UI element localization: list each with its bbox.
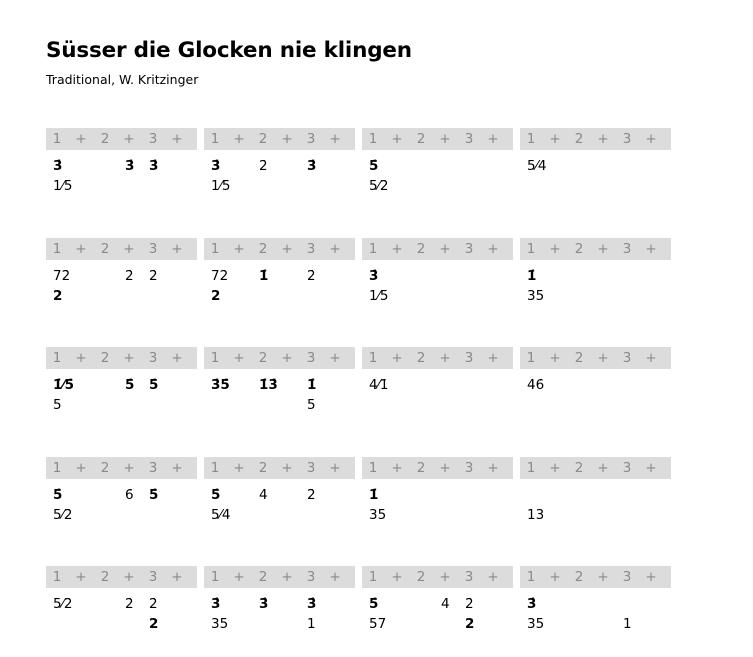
chord-note: 1⁄5 [53,178,73,194]
melody-note: 2̇ [465,596,474,612]
score-system [46,566,670,650]
beat-label: 2 [416,131,426,147]
chord-note: 1 [623,616,632,632]
melody-note: 5̇ [369,596,379,612]
beat-label: + [597,350,609,366]
beat-label: + [75,569,87,585]
beat-label: + [171,131,183,147]
beat-label: 3 [622,350,632,366]
beat-label: 2 [416,569,426,585]
melody-note: 3̇ [307,158,317,174]
melody-note: 1̇ [259,267,269,284]
beat-label: 1 [526,131,536,147]
melody-note: 5̇ [149,377,159,393]
beat-label: 3 [148,131,158,147]
beat-label: 1 [526,569,536,585]
beat-label: + [391,569,403,585]
beat-label: 1 [368,459,378,476]
melody-note: 2̇ [307,486,316,503]
score-system [46,347,670,431]
beat-label: + [439,569,451,585]
melody-note: 3̇ [211,596,221,612]
beat-label: 3 [464,131,474,147]
beat-label: + [171,240,183,257]
chord-note: 57 [369,616,387,632]
melody-note: 3̇ [369,267,379,284]
measure [204,347,355,431]
beat-label: 1 [368,240,378,257]
chord-note: 5⁄2̇ [369,178,389,194]
beat-label: 2 [574,350,584,366]
chord-note: 13 [527,506,545,523]
measure [204,238,355,322]
chord-note: 35 [527,287,545,304]
beat-label: 2 [100,569,110,585]
score-system [46,128,670,212]
beat-label: + [391,240,403,257]
beat-count-bar [204,238,355,260]
beat-label: 2 [100,459,110,476]
measure [46,566,197,650]
measure [520,128,671,212]
chord-note: 5⁄2̇ [53,506,73,523]
score-system [46,238,670,322]
beat-label: + [329,459,341,476]
measure [204,457,355,541]
beat-label: 1 [210,459,220,476]
beat-count-bar [362,128,513,150]
melody-note: 2̇ [259,158,268,174]
beat-label: + [281,240,293,257]
beat-label: 2 [574,459,584,476]
melody-note: 5̇ [369,158,379,174]
measure [362,238,513,322]
measure [520,238,671,322]
beat-label: 2 [574,569,584,585]
beat-label: 2 [258,240,268,257]
beat-count-bar [362,457,513,479]
beat-label: 2 [574,240,584,257]
beat-label: + [549,131,561,147]
beat-label: + [391,350,403,366]
beat-label: 2 [416,459,426,476]
beat-count-bar [46,347,197,369]
melody-note: 4̇⁄1̇ [369,377,389,393]
beat-count-bar [204,128,355,150]
beat-label: 1 [52,459,62,476]
measure [362,347,513,431]
chord-note: 35 [211,616,229,632]
beat-label: + [75,350,87,366]
beat-label: 2 [258,131,268,147]
beat-count-bar [204,457,355,479]
beat-label: 2 [100,240,110,257]
beat-label: + [281,350,293,366]
beat-label: 3 [148,350,158,366]
beat-label: 3 [148,240,158,257]
beat-label: + [281,131,293,147]
beat-label: + [233,131,245,147]
chord-note: 35 [369,506,387,523]
melody-note: 4̇ [441,596,450,612]
beat-label: 2 [574,131,584,147]
beat-label: + [233,350,245,366]
melody-note: 2̇ [149,596,158,612]
beat-label: 2 [258,459,268,476]
beat-label: + [391,459,403,476]
measure [46,347,197,431]
melody-note: 3̇ [527,596,537,612]
melody-note: 1̇3̇ [259,377,278,393]
beat-label: 1 [526,350,536,366]
beat-label: + [123,569,135,585]
measure [520,457,671,541]
beat-label: + [329,240,341,257]
beat-label: + [75,240,87,257]
beat-label: 2 [416,350,426,366]
beat-label: + [123,350,135,366]
beat-label: + [645,350,657,366]
beat-count-bar [520,347,671,369]
melody-note: 72̇ [211,267,229,284]
beat-label: 3 [464,459,474,476]
beat-label: + [439,459,451,476]
beat-label: + [171,350,183,366]
melody-note: 1̇⁄5̇ [53,377,75,393]
beat-label: + [597,459,609,476]
beat-label: + [123,131,135,147]
beat-label: + [487,131,499,147]
melody-note: 1̇ [307,377,317,393]
chord-note: 2 [53,287,63,304]
beat-label: + [487,240,499,257]
measure [362,128,513,212]
beat-label: + [439,131,451,147]
beat-label: + [487,569,499,585]
melody-note: 3̇ [211,158,221,174]
beat-label: 1 [368,569,378,585]
beat-label: + [549,240,561,257]
beat-count-bar [520,238,671,260]
melody-note: 4̇ [259,486,268,503]
beat-label: 3 [622,459,632,476]
melody-note: 3̇ [125,158,135,174]
beat-label: 3 [306,131,316,147]
melody-note: 5̇ [53,486,63,503]
beat-count-bar [46,457,197,479]
beat-label: + [487,350,499,366]
beat-label: 1 [526,459,536,476]
beat-label: + [645,240,657,257]
melody-note: 5⁄2̇ [53,596,73,612]
beat-label: 1 [210,569,220,585]
measure [204,128,355,212]
beat-label: 2 [416,240,426,257]
beat-label: 3 [306,459,316,476]
beat-count-bar [520,457,671,479]
song-subtitle: Traditional, W. Kritzinger [46,72,199,87]
beat-label: 1 [368,131,378,147]
beat-label: 1 [52,569,62,585]
beat-label: 3 [306,569,316,585]
song-title: Süsser die Glocken nie klingen [46,38,412,63]
beat-label: + [75,459,87,476]
measure [46,128,197,212]
beat-label: + [549,459,561,476]
beat-label: 3 [306,350,316,366]
beat-label: + [123,459,135,476]
beat-label: 1 [52,240,62,257]
beat-label: 2 [258,569,268,585]
melody-note: 6̇ [125,486,134,503]
beat-label: + [549,569,561,585]
beat-count-bar [362,238,513,260]
beat-label: + [645,459,657,476]
melody-note: 3̇5̇ [211,377,230,393]
beat-label: + [329,131,341,147]
beat-label: 2 [100,131,110,147]
beat-label: 1 [210,131,220,147]
beat-label: + [597,240,609,257]
chord-note: 5⁄4̇ [211,506,231,523]
beat-label: 3 [622,569,632,585]
chord-note: 1⁄5 [369,287,389,304]
beat-count-bar [362,347,513,369]
beat-label: + [233,459,245,476]
beat-label: 1 [210,350,220,366]
beat-label: + [487,459,499,476]
score-system [46,457,670,541]
beat-label: + [645,131,657,147]
beat-label: + [329,569,341,585]
melody-note: 5⁄4̇ [527,158,547,174]
beat-label: + [233,569,245,585]
beat-label: + [171,459,183,476]
beat-count-bar [46,238,197,260]
beat-label: 3 [148,459,158,476]
beat-label: + [597,569,609,585]
beat-count-bar [46,566,197,588]
beat-count-bar [362,566,513,588]
measure [46,238,197,322]
beat-label: + [171,569,183,585]
melody-note: 1̇ [527,267,537,284]
beat-label: + [597,131,609,147]
beat-label: + [439,350,451,366]
melody-note: 2̇ [307,267,316,284]
beat-count-bar [204,566,355,588]
melody-note: 3̇ [259,596,269,612]
beat-label: + [123,240,135,257]
measure [520,347,671,431]
beat-label: 3 [464,240,474,257]
melody-note: 2̇ [149,267,158,284]
melody-note: 72̇ [53,267,71,284]
melody-note: 3̇ [149,158,159,174]
measure [46,457,197,541]
melody-note: 4̇6̇ [527,377,545,393]
beat-label: 1 [526,240,536,257]
melody-note: 3̇ [53,158,63,174]
beat-label: + [439,240,451,257]
measure [204,566,355,650]
beat-count-bar [520,566,671,588]
beat-label: + [645,569,657,585]
beat-label: + [75,131,87,147]
beat-count-bar [520,128,671,150]
beat-label: 3 [622,240,632,257]
chord-note: 2 [465,616,475,632]
chord-note: 2 [211,287,221,304]
measure [362,457,513,541]
beat-label: 3 [148,569,158,585]
beat-label: 3 [306,240,316,257]
measure [520,566,671,650]
melody-note: 5̇ [125,377,135,393]
beat-label: 1 [52,131,62,147]
beat-label: 2 [100,350,110,366]
chord-note: 2 [149,616,159,632]
beat-label: + [281,569,293,585]
chord-note: 5 [307,397,316,413]
beat-label: 2 [258,350,268,366]
melody-note: 2̇ [125,596,134,612]
melody-note: 3̇ [307,596,317,612]
melody-note: 1̇ [369,486,379,503]
measure [362,566,513,650]
chord-note: 1⁄5 [211,178,231,194]
beat-label: + [391,131,403,147]
beat-count-bar [204,347,355,369]
beat-label: + [233,240,245,257]
melody-note: 2̇ [125,267,134,284]
chord-note: 1 [307,616,316,632]
beat-label: 1 [52,350,62,366]
beat-count-bar [46,128,197,150]
beat-label: + [329,350,341,366]
melody-note: 5̇ [149,486,159,503]
beat-label: 3 [622,131,632,147]
chord-note: 35 [527,616,545,632]
beat-label: + [281,459,293,476]
beat-label: 1 [210,240,220,257]
melody-note: 5̇ [211,486,221,503]
beat-label: + [549,350,561,366]
beat-label: 1 [368,350,378,366]
chord-note: 5 [53,397,62,413]
beat-label: 3 [464,569,474,585]
beat-label: 3 [464,350,474,366]
